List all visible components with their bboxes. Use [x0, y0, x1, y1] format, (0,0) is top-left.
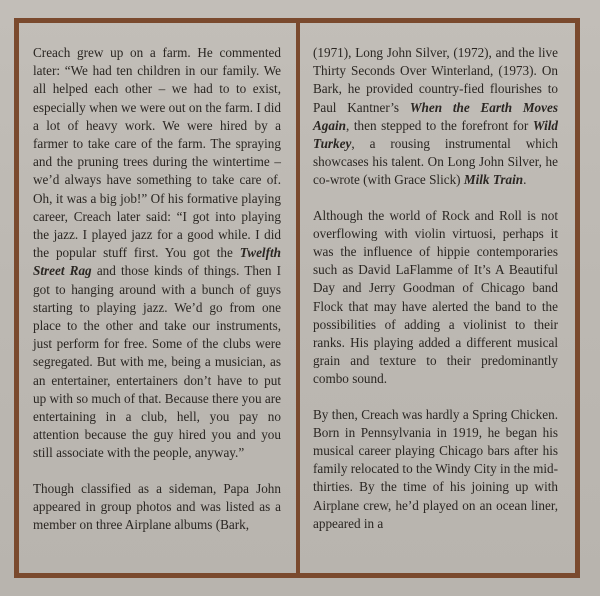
text-run: Although the world of Rock and Roll is not overflowing with violin virtuosi, perhaps it was the influence of hippie contemporaries such as: [313, 207, 558, 278]
paragraph: [33, 480, 281, 535]
emphasized-text: Long John Silver: [447, 154, 539, 170]
text-run: , he co-wrote (with: [313, 154, 559, 188]
emphasized-text: Long John Silver: [355, 45, 447, 60]
text-run: By then, Creach was hardly a Spring Chicken. Born in Pennsylvania in 1919, he began his musical career playing Chicago bars after his family relocated to the Windy City in the mid-thirties. By the time of his joining up with Airplane crew, he’d played on an ocean liner, appeared in a: [313, 406, 558, 531]
paragraph: [313, 207, 558, 389]
left-column: [33, 44, 281, 551]
paragraph: [313, 406, 558, 533]
emphasized-text: Wild Turkey: [313, 117, 558, 152]
emphasized-text: Milk Train: [463, 172, 524, 188]
emphasized-text: David LaFlamme: [358, 262, 453, 278]
text-run: , (1972), and the live: [446, 45, 558, 60]
text-run: , a rousing instrumental which showcases his talent. On: [313, 136, 558, 170]
text-run: and those kinds of things. Then I got to hanging around with a bunch of guys starting to playing jazz. We’d go from one place to the other and take our instruments, just perform for free. Some of the clubs were segregated. But with me, being a musician, as an entertainer, entertainers don’t have to put up with so much of that. Because there you are entertaining in a club, hell, you pay no attention because the guy hired you and you still associate with the people, anyway.”: [33, 263, 282, 461]
text-run: , (1973). On Bark, he provided country-fied flourishes to Paul Kantner’s: [313, 63, 558, 115]
emphasized-text: Bark,: [220, 517, 250, 533]
text-run: of: [452, 262, 474, 278]
emphasized-text: It’s A Beautiful Day: [313, 262, 558, 296]
text-run: that may have alerted the band to the possibilities of adding a violinist to their ranks. His playing added a different musical grain and texture to their predominantly combo sound.: [313, 298, 558, 387]
emphasized-text: Twelfth Street Rag: [33, 245, 281, 279]
emphasized-text: Grace Slick): [394, 172, 464, 188]
emphasized-text: Flock: [313, 298, 344, 314]
paragraph: [33, 44, 281, 463]
text-run: and: [334, 280, 370, 296]
paragraph: [313, 44, 558, 190]
text-run: Though classified as a sideman, Papa John appeared in group photos and was listed as a member on three Airplane albums (: [33, 480, 281, 533]
text-run: of Chicago band: [454, 280, 558, 296]
emphasized-text: When the Earth Moves Again: [313, 99, 558, 133]
emphasized-text: Thirty Seconds Over Winterland: [313, 63, 490, 79]
text-run: Creach grew up on a farm. He commented later: “We had ten children in our family. We all helped each other – we had to to exist, especially when we were out on the farm. I did a lot of heavy work. We were hired by a farmer to take care of the farm. The spraying and the pruning trees during the wintertime – we’d always have something to take care of. Oh, it was a big job!” Of his formative playing career, Creach later said: “I got into playing the jazz. I played jazz for a good while. I did the popular stuff first. You got the: [33, 45, 281, 261]
text-run: (1971),: [313, 45, 356, 60]
column-divider: [296, 23, 300, 573]
emphasized-text: Jerry Goodman: [369, 280, 455, 296]
text-run: , then stepped to the forefront for: [345, 117, 533, 133]
right-column: [313, 44, 558, 550]
text-run: .: [523, 172, 527, 188]
